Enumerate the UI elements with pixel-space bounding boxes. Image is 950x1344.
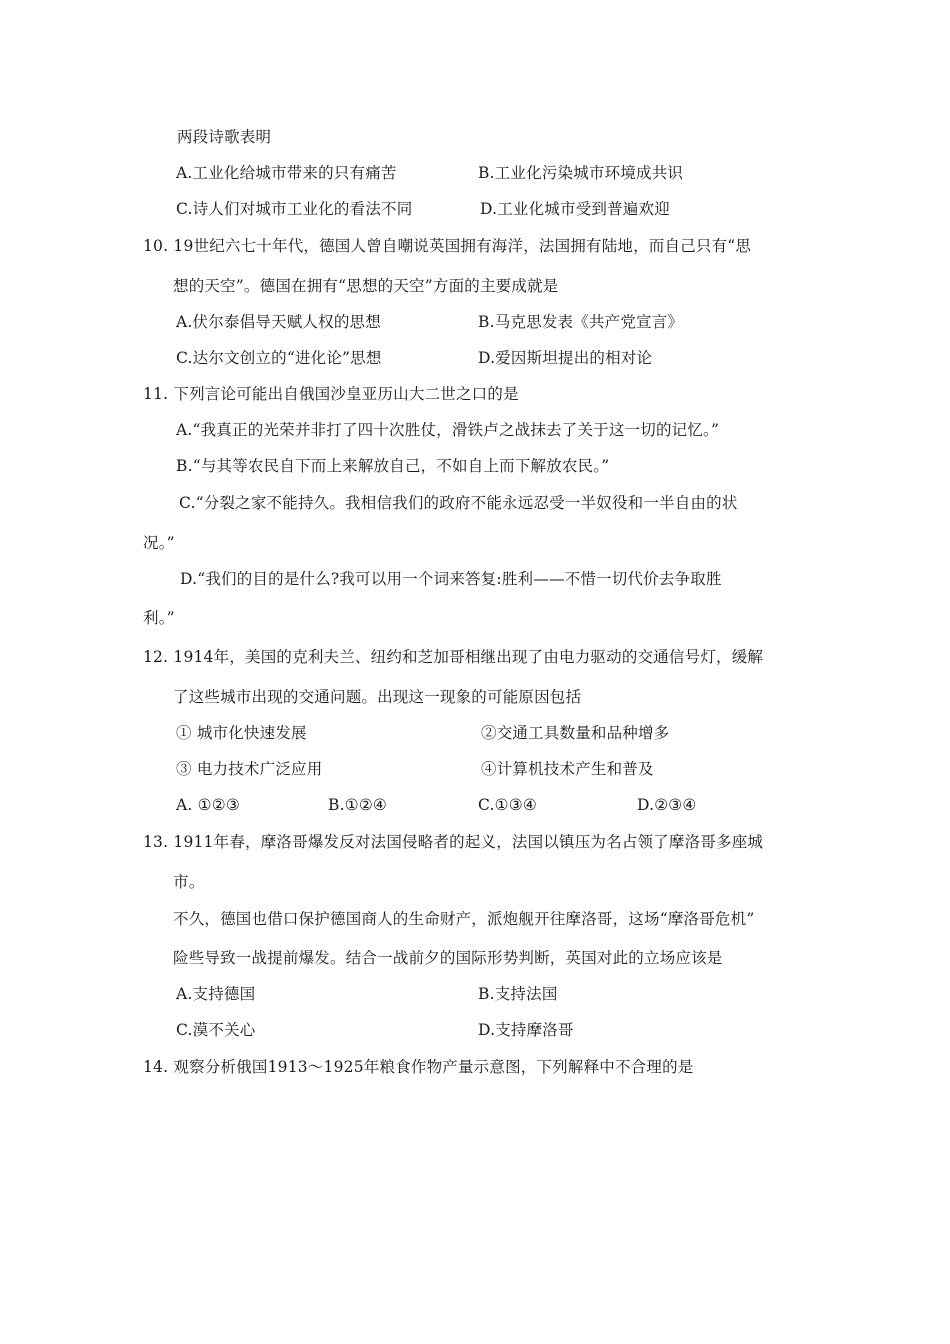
q11-stem: 11. 下列言论可能出自俄国沙皇亚历山大二世之口的是 bbox=[143, 385, 519, 403]
q9-option-d: D.工业化城市受到普遍欢迎 bbox=[480, 200, 670, 218]
q11-option-c-line2: 况。” bbox=[143, 534, 175, 552]
q11-option-d-line1: D.“我们的目的是什么?我可以用一个词来答复:胜利——不惜一切代价去争取胜 bbox=[180, 570, 722, 588]
q12-option-c: C.①③④ bbox=[478, 796, 537, 814]
q14-stem: 14. 观察分析俄国1913～1925年粮食作物产量示意图，下列解释中不合理的是 bbox=[143, 1058, 694, 1076]
q10-option-a: A.伏尔泰倡导天赋人权的思想 bbox=[176, 313, 381, 331]
q13-stem-line1: 13. 1911年春，摩洛哥爆发反对法国侵略者的起义，法国以镇压为名占领了摩洛哥多座城 bbox=[143, 833, 764, 851]
q11-option-b: B.“与其等农民自下而上来解放自己，不如自上而下解放农民。” bbox=[176, 457, 610, 475]
q12-stem-line1: 12. 1914年，美国的克利夫兰、纽约和芝加哥相继出现了由电力驱动的交通信号灯，缓解 bbox=[143, 648, 764, 666]
q11-option-d-line2: 利。” bbox=[143, 609, 175, 627]
q12-item-4: ④计算机技术产生和普及 bbox=[481, 760, 654, 778]
q12-item-2: ②交通工具数量和品种增多 bbox=[481, 724, 670, 742]
q10-stem-line2: 想的天空”。德国在拥有“思想的天空”方面的主要成就是 bbox=[173, 277, 559, 295]
q9-option-b: B.工业化污染城市环境成共识 bbox=[478, 164, 684, 182]
q13-option-c: C.漠不关心 bbox=[176, 1021, 256, 1039]
q11-option-c-line1: C.“分裂之家不能持久。我相信我们的政府不能永远忍受一半奴役和一半自由的状 bbox=[179, 494, 738, 512]
q13-stem-line4: 险些导致一战提前爆发。结合一战前夕的国际形势判断，英国对此的立场应该是 bbox=[173, 949, 723, 967]
q10-option-b: B.马克思发表《共产党宣言》 bbox=[478, 313, 684, 331]
q13-stem-line2: 市。 bbox=[173, 873, 205, 891]
q9-option-a: A.工业化给城市带来的只有痛苦 bbox=[176, 164, 397, 182]
q12-item-3: ③ 电力技术广泛应用 bbox=[176, 760, 323, 778]
q10-option-d: D.爱因斯坦提出的相对论 bbox=[478, 349, 653, 367]
q12-stem-line2: 了这些城市出现的交通问题。出现这一现象的可能原因包括 bbox=[173, 688, 582, 706]
q11-option-a: A.“我真正的光荣并非打了四十次胜仗，滑铁卢之战抹去了关于这一切的记忆。” bbox=[176, 421, 720, 439]
q13-option-a: A.支持德国 bbox=[176, 985, 256, 1003]
q13-option-b: B.支持法国 bbox=[478, 985, 558, 1003]
q10-stem-line1: 10. 19世纪六七十年代，德国人曾自嘲说英国拥有海洋，法国拥有陆地，而自己只有“思 bbox=[143, 237, 752, 255]
q13-option-d: D.支持摩洛哥 bbox=[478, 1021, 574, 1039]
q10-option-c: C.达尔文创立的“进化论”思想 bbox=[176, 349, 382, 367]
q12-option-d: D.②③④ bbox=[637, 796, 697, 814]
q13-stem-line3: 不久，德国也借口保护德国商人的生命财产，派炮舰开往摩洛哥，这场“摩洛哥危机” bbox=[173, 910, 755, 928]
q12-option-b: B.①②④ bbox=[328, 796, 388, 814]
q9-option-c: C.诗人们对城市工业化的看法不同 bbox=[176, 200, 413, 218]
q12-item-1: ① 城市化快速发展 bbox=[176, 724, 307, 742]
q9-stem-tail: 两段诗歌表明 bbox=[177, 128, 272, 146]
q12-option-a: A. ①②③ bbox=[176, 796, 240, 814]
